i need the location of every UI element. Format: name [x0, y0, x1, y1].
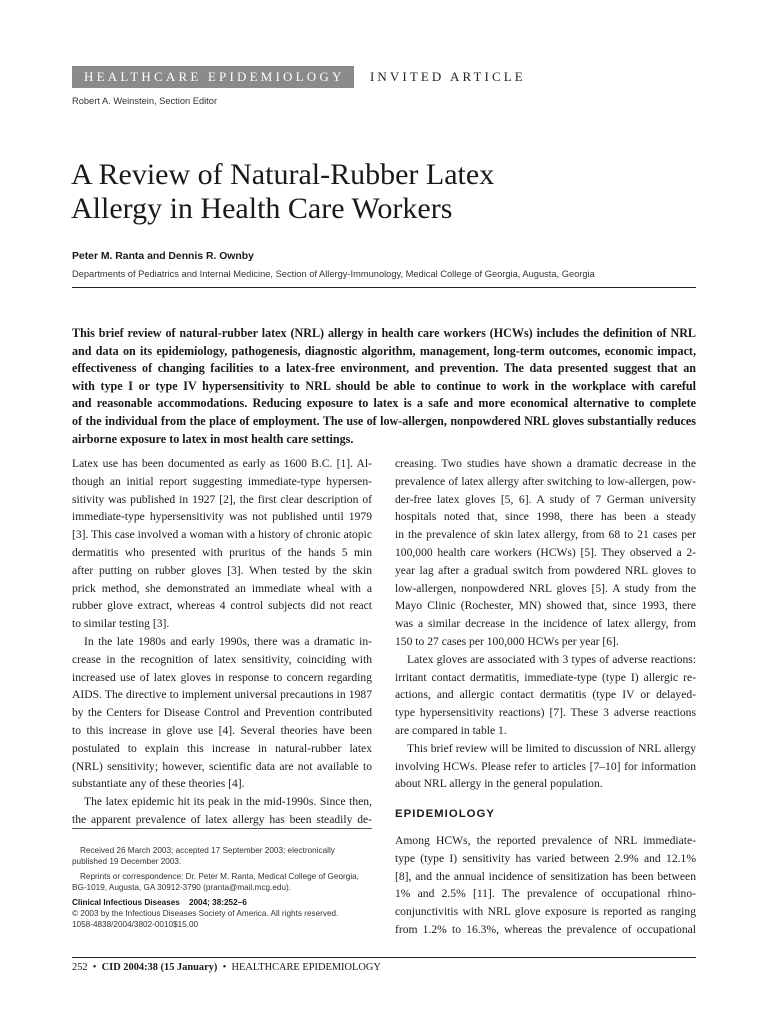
body-line: sitivity was published in 1927 [2], the first clear description of — [72, 492, 372, 506]
body-line: involving HCWs. Please refer to articles [7–10] for information — [395, 759, 696, 773]
body-line: are compared in table 1. — [395, 723, 507, 737]
body-line: 150 to 27 cases per 100,000 HCWs per year [6]. — [395, 634, 619, 648]
article-title — [71, 158, 711, 226]
body-line: Among HCWs, the reported prevalence of NRL immediate- — [395, 834, 696, 847]
body-line: 100,000 health care workers (HCWs) [5]. They observed a 2- — [395, 545, 696, 559]
body-line: Mayo Clinic (Rochester, MN) showed that, since 1993, there — [395, 599, 696, 613]
article-type-label: INVITED ARTICLE — [370, 69, 526, 84]
abstract-line: of the individual from the place of employment. The use of low-allergen, nonpowdered NRL gloves substantially reduces — [72, 413, 696, 428]
body-column-right — [395, 455, 696, 793]
footer-separator: • — [220, 962, 229, 973]
body-line: [3]. This case involved a woman with a history of chronic atopic — [72, 528, 372, 542]
body-line: The latex epidemic hit its peak in the mid-1990s. Since then, — [84, 795, 372, 809]
body-line: [8], and the annual incidence of sensitization has been between — [395, 869, 696, 883]
body-line: AIDS. The directive to implement universal precautions in 1987 — [72, 688, 372, 702]
body-line: to similar testing [3]. — [72, 617, 170, 631]
body-line: low-allergen, nonpowdered NRL gloves [5]. A study from the — [395, 581, 696, 595]
section-heading-epidemiology: EPIDEMIOLOGY — [395, 808, 495, 820]
body-column-left — [72, 455, 372, 829]
copyright-note: © 2003 by the Infectious Diseases Society of America. All rights reserved. — [72, 909, 339, 918]
footer-divider — [72, 957, 696, 958]
body-line: the apparent prevalence of latex allergy has been steadily de- — [72, 812, 372, 826]
received-note: Received 26 March 2003; accepted 17 September 2003; electronically published 19 December 2003. — [72, 846, 335, 866]
body-line: der-free latex gloves [5, 6]. A study of 7 German university — [395, 492, 696, 506]
body-line: substantiate any of these theories [4]. — [72, 777, 245, 791]
abstract-line: This brief review of natural-rubber latex (NRL) allergy in health care workers (HCWs) includes the definition of NRL — [72, 326, 696, 340]
body-line: increased use of latex gloves in response to concern regarding — [72, 670, 372, 684]
body-line: In the late 1980s and early 1990s, there was a dramatic in- — [84, 634, 372, 648]
body-line: creasing. Two studies have shown a dramatic decrease in the — [395, 457, 696, 470]
abstract-line: and data on its epidemiology, pathogenesis, diagnostic algorithm, management, long-term outcomes, economic impact, — [72, 343, 696, 358]
journal-citation: Clinical Infectious Diseases 2004; 38:252–6 — [72, 898, 247, 907]
body-line: (NRL) sensitivity; however, scientific data are not available to — [72, 759, 372, 773]
abstract-line: with type I or type IV hypersensitivity to NRL should be able to continue to work in the workplace with careful — [72, 378, 696, 393]
author-affiliation: Departments of Pediatrics and Internal Medicine, Section of Allergy-Immunology, Medical College of Georgia, Augusta, Georgia — [72, 269, 595, 279]
issn-note: 1058-4838/2004/3802-0010$15.00 — [72, 920, 199, 929]
page-number: 252 — [72, 962, 88, 973]
body-line: from 1.2% to 16.3%, whereas the prevalence of occupational — [395, 922, 696, 936]
page-footer — [72, 962, 381, 973]
body-line: by the Centers for Disease Control and Prevention contributed — [72, 706, 372, 720]
body-line: in the prevalence of skin latex allergy, from 68 to 21 cases per — [395, 528, 696, 542]
section-tag: HEALTHCARE EPIDEMIOLOGY — [84, 69, 345, 84]
title-line: A Review of Natural-Rubber Latex — [71, 158, 495, 191]
body-line: rubber glove extract, whereas 4 control subjects did not react — [72, 599, 372, 613]
body-line: about NRL allergy in the general population. — [395, 777, 603, 791]
body-line: was a similar decrease in the incidence of latex allergy, from — [395, 617, 696, 631]
journal-issue: CID 2004:38 (15 January) — [101, 962, 218, 973]
title-line: Allergy in Health Care Workers — [71, 192, 453, 225]
body-line: though an initial report suggesting immediate-type hypersen- — [72, 474, 372, 488]
body-line: actions, and allergic contact dermatitis (type IV or delayed- — [395, 688, 696, 702]
abstract — [72, 325, 696, 448]
body-line: crease in the recognition of latex sensitivity, coinciding with — [72, 652, 372, 666]
footer-separator: • — [90, 962, 100, 973]
body-line: hospitals noted that, since 1998, there has been a steady — [395, 510, 696, 524]
body-line: prick method, she demonstrated an immediate wheal with a — [72, 581, 372, 595]
body-line: 1% and 2.5% [11]. The prevalence of occupational rhino- — [395, 887, 696, 901]
body-line: irritant contact dermatitis, immediate-type (type I) allergic re- — [395, 670, 696, 684]
header-divider — [72, 287, 696, 288]
abstract-line: airborne exposure to latex in most health care settings. — [72, 431, 354, 446]
abstract-line: and reasonable accommodations. Reducing exposure to latex is a safe and more economical alternative to complete — [72, 396, 696, 411]
body-line: immediate-type hypersensitivity was not published until 1979 — [72, 510, 372, 524]
body-line: to this increase in glove use [4]. Several theories have been — [72, 723, 372, 737]
body-line: Latex use has been documented as early as 1600 B.C. [1]. Al- — [72, 457, 372, 470]
body-line: year lag after a gradual switch from powdered NRL gloves to — [395, 563, 696, 577]
abstract-line: effectiveness of changing facilities to a latex-free environment, and prevention. The data presented suggest that an — [72, 361, 696, 376]
footer-section: HEALTHCARE EPIDEMIOLOGY — [231, 962, 381, 973]
body-line: prevalence of latex allergy after switching to low-allergen, pow- — [395, 474, 696, 488]
reprints-note: Reprints or correspondence: Dr. Peter M. Ranta, Medical College of Georgia, BG-1019, Augusta, GA 30912-3790 (pranta@mail.mcg.edu). — [72, 872, 359, 892]
body-line: after putting on rubber gloves [3]. When tested by the skin — [72, 563, 372, 577]
body-line: This brief review will be limited to discussion of NRL allergy — [407, 741, 696, 755]
body-line: Latex gloves are associated with 3 types of adverse reactions: — [407, 652, 696, 666]
footnotes — [72, 845, 372, 930]
footnote-divider — [72, 828, 372, 829]
body-line: postulated to explain this increase in natural-rubber latex — [72, 741, 372, 755]
body-line: conjunctivitis with NRL glove exposure is reported as ranging — [395, 905, 696, 919]
section-editor: Robert A. Weinstein, Section Editor — [72, 96, 218, 106]
body-line: dermatitis who presented with pruritus of the hands 5 min — [72, 545, 372, 559]
body-line: type (type I) sensitivity has varied between 2.9% and 12.1% — [395, 851, 696, 865]
epidemiology-text — [395, 832, 696, 939]
author-list: Peter M. Ranta and Dennis R. Ownby — [72, 251, 254, 262]
body-line: type hypersensitivity reactions) [7]. These 3 adverse reactions — [395, 706, 696, 720]
